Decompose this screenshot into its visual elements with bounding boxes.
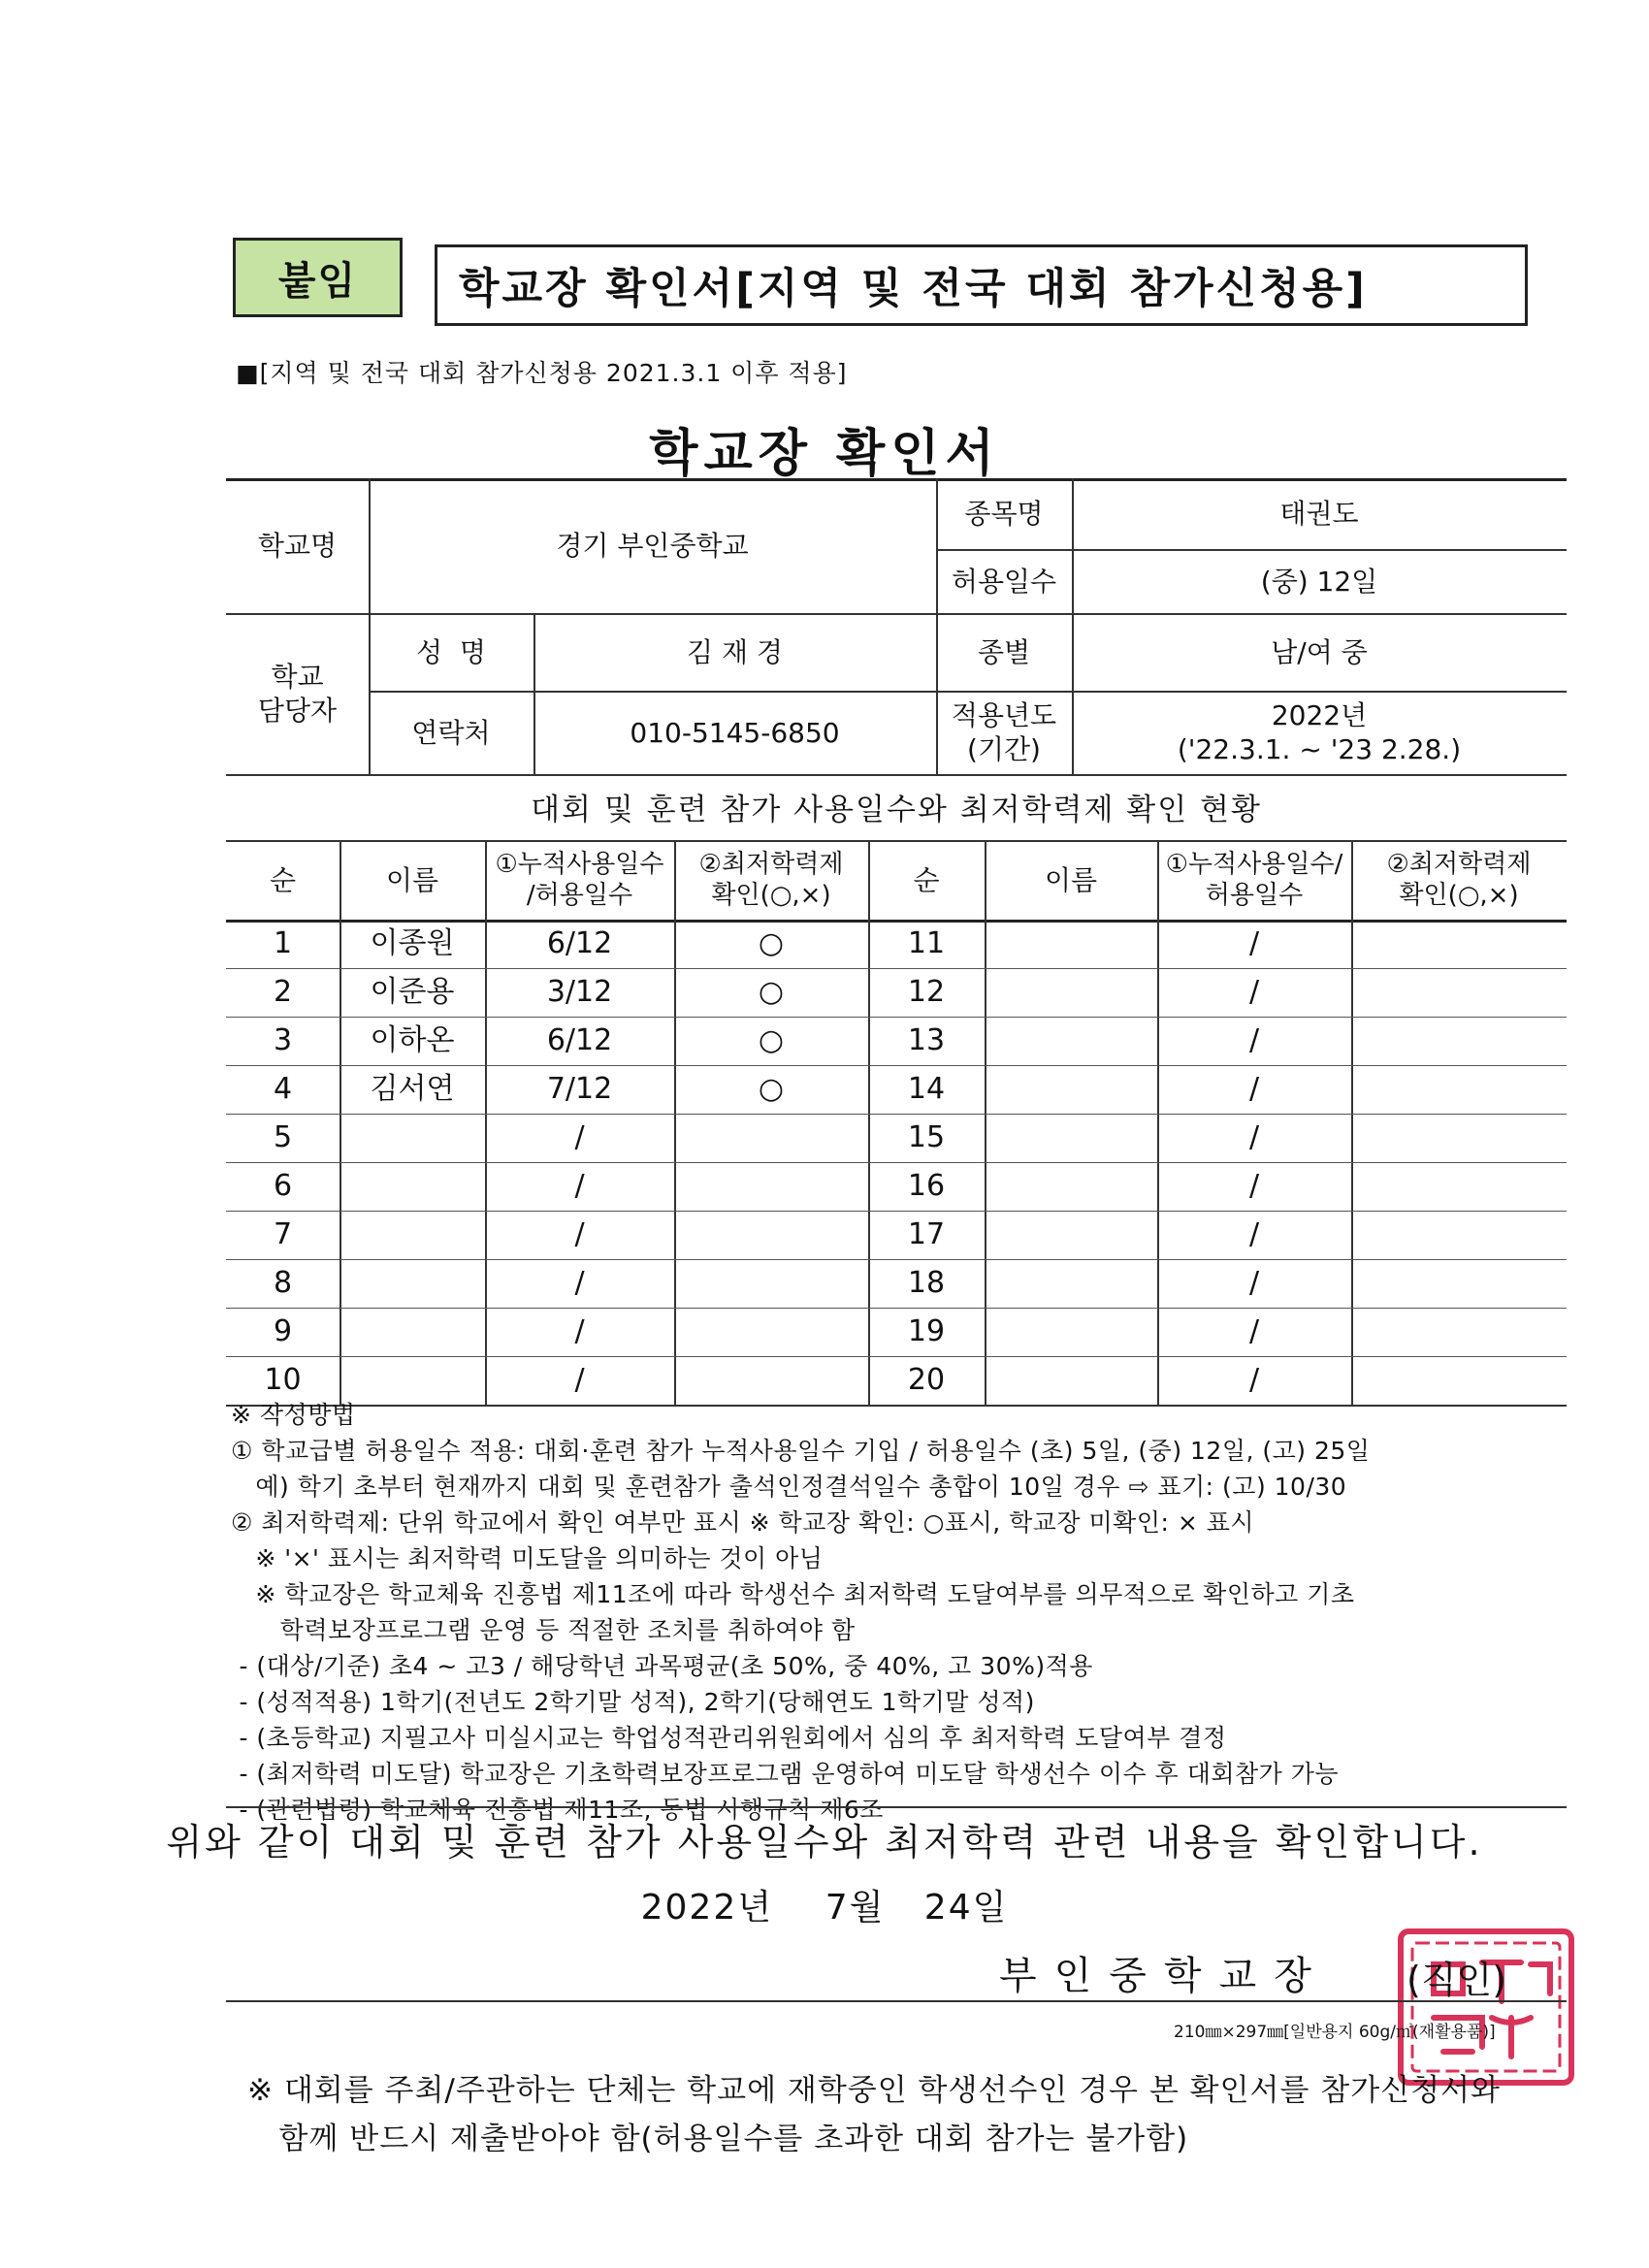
left-row-name: 이하온 <box>370 1023 455 1058</box>
col-no-left: 순 <box>269 863 297 896</box>
right-row-no: 18 <box>907 1266 946 1301</box>
allowed-days-label: 허용일수 <box>951 565 1057 598</box>
right-row-no: 13 <box>907 1023 946 1058</box>
writing-instructions <box>231 1397 1370 1828</box>
left-row-used: / <box>574 1363 585 1398</box>
right-row-no: 11 <box>907 926 946 961</box>
right-row-used: / <box>1248 1363 1260 1398</box>
right-row-used: / <box>1248 1217 1260 1252</box>
col-name-left: 이름 <box>385 863 439 896</box>
left-row-no: 10 <box>264 1363 302 1398</box>
right-row-no: 16 <box>907 1169 946 1204</box>
right-row-no: 12 <box>907 975 946 1010</box>
left-row-no: 8 <box>273 1266 293 1301</box>
form-title-box: 학교장 확인서[지역 및 전국 대회 참가신청용] <box>435 244 1528 326</box>
staff-label-line2: 담당자 <box>257 695 338 727</box>
left-row-check: ○ <box>758 926 785 961</box>
left-row-name: 이준용 <box>370 975 455 1010</box>
instruction-line: ※ '×' 표시는 최저학력 미도달을 의미하는 것이 아님 <box>231 1544 824 1572</box>
confirmation-statement: 위와 같이 대회 및 훈련 참가 사용일수와 최저학력 관련 내용을 확인합니다. <box>166 1821 1483 1863</box>
col-used-right-line2: 허용일수 <box>1205 881 1304 910</box>
left-row-used: / <box>574 1217 585 1252</box>
right-row-used: / <box>1248 926 1260 961</box>
left-row-no: 7 <box>273 1217 293 1252</box>
col-used-left-line1: ①누적사용일수 <box>495 849 664 879</box>
col-check-left <box>674 840 868 920</box>
right-row-name <box>985 1308 1157 1356</box>
right-row-used: / <box>1248 1314 1260 1349</box>
contact-value: 010-5145-6850 <box>630 716 840 749</box>
col-check-right-line1: ②최저학력제 <box>1386 849 1532 879</box>
seal-label: (직인) <box>1406 1959 1507 2001</box>
right-row-name <box>985 1162 1157 1211</box>
right-row-no: 15 <box>907 1120 946 1155</box>
right-row-name <box>985 1065 1157 1114</box>
col-check-left-line2: 확인(○,×) <box>711 881 831 910</box>
notice-line: ※ 대회를 주최/주관하는 단체는 학교에 재학중인 학생선수인 경우 본 확인서를 참가신청서와 <box>247 2073 1501 2108</box>
left-row-no: 9 <box>273 1314 293 1349</box>
sport-label: 종목명 <box>964 498 1044 530</box>
left-row-used: / <box>574 1314 585 1349</box>
col-name-right: 이름 <box>1044 863 1098 896</box>
left-row-name: 이종원 <box>370 926 455 961</box>
submission-notice <box>247 2066 1501 2163</box>
right-row-check <box>1351 968 1567 1017</box>
right-row-name <box>985 1259 1157 1308</box>
allowed-days-value: (중) 12일 <box>1260 565 1378 598</box>
right-row-name <box>985 968 1157 1017</box>
left-row-name <box>340 1259 485 1308</box>
left-row-used: 7/12 <box>546 1072 613 1107</box>
gender-label: 종별 <box>977 635 1031 668</box>
right-row-name <box>985 1211 1157 1259</box>
instruction-line: ※ 학교장은 학교체육 진흥법 제11조에 따라 학생선수 최저학력 도달여부를 의무적으로 확인하고 기초 <box>231 1580 1355 1608</box>
right-row-check <box>1351 1162 1567 1211</box>
notice-line: 함께 반드시 제출받아야 함(허용일수를 초과한 대회 참가는 불가함) <box>247 2122 1189 2156</box>
right-row-used: / <box>1248 1072 1260 1107</box>
right-row-name <box>985 1114 1157 1162</box>
right-row-used: / <box>1248 1023 1260 1058</box>
col-used-left <box>485 840 674 920</box>
right-row-check <box>1351 1211 1567 1259</box>
col-check-right-line2: 확인(○,×) <box>1399 881 1519 910</box>
contact-label: 연락처 <box>411 716 491 749</box>
right-row-no: 17 <box>907 1217 946 1252</box>
principal-title: 부인중학교장 <box>999 1954 1329 1998</box>
right-row-no: 20 <box>907 1363 946 1398</box>
col-used-right <box>1157 840 1351 920</box>
right-row-name <box>985 920 1157 968</box>
name-value: 김 재 경 <box>687 635 783 668</box>
instruction-line: 학력보장프로그램 운영 등 적절한 조치를 취하여야 함 <box>231 1616 856 1644</box>
period-value-line2: ('22.3.1. ~ '23 2.28.) <box>1177 733 1462 765</box>
right-row-check <box>1351 1114 1567 1162</box>
left-row-no: 5 <box>273 1120 293 1155</box>
left-row-check: ○ <box>758 1072 785 1107</box>
status-heading: 대회 및 훈련 참가 사용일수와 최저학력제 확인 현황 <box>531 792 1262 827</box>
left-row-name <box>340 1162 485 1211</box>
left-row-no: 3 <box>273 1023 293 1058</box>
left-row-name: 김서연 <box>370 1072 455 1107</box>
col-check-right <box>1351 840 1567 920</box>
col-no-right: 순 <box>913 863 940 896</box>
left-row-check <box>674 1162 868 1211</box>
right-row-no: 14 <box>907 1072 946 1107</box>
right-row-used: / <box>1248 975 1260 1010</box>
instruction-line: ① 학교급별 허용일수 적용: 대회·훈련 참가 누적사용일수 기입 / 허용일수 (초) 5일, (중) 12일, (고) 25일 <box>231 1437 1371 1465</box>
instruction-line: - (초등학교) 지필고사 미실시교는 학업성적관리위원회에서 심의 후 최저학력 도달여부 결정 <box>231 1724 1227 1752</box>
right-row-check <box>1351 1308 1567 1356</box>
left-row-check <box>674 1114 868 1162</box>
left-row-name <box>340 1308 485 1356</box>
instruction-line: - (성적적용) 1학기(전년도 2학기말 성적), 2학기(당해연도 1학기말 성적) <box>231 1688 1035 1716</box>
period-value-line1: 2022년 <box>1271 699 1368 731</box>
left-row-check <box>674 1259 868 1308</box>
left-row-used: / <box>574 1120 585 1155</box>
left-row-name <box>340 1114 485 1162</box>
period-value <box>1072 691 1567 774</box>
right-row-name <box>985 1017 1157 1065</box>
right-row-used: / <box>1248 1120 1260 1155</box>
attachment-tag: 붙임 <box>233 238 403 317</box>
left-row-check <box>674 1211 868 1259</box>
sport-value: 태권도 <box>1279 498 1359 530</box>
left-row-used: / <box>574 1266 585 1301</box>
right-row-check <box>1351 1017 1567 1065</box>
right-row-no: 19 <box>907 1314 946 1349</box>
right-row-check <box>1351 1065 1567 1114</box>
right-row-used: / <box>1248 1169 1260 1204</box>
left-row-used: 6/12 <box>546 926 613 961</box>
left-row-check: ○ <box>758 975 785 1010</box>
col-used-left-line2: /허용일수 <box>526 881 633 910</box>
period-label <box>936 691 1072 774</box>
instruction-line: - (대상/기준) 초4 ~ 고3 / 해당학년 과목평균(초 50%, 중 40%, 고 30%)적용 <box>231 1652 1093 1680</box>
right-row-check <box>1351 1356 1567 1405</box>
application-note: ■[지역 및 전국 대회 참가신청용 2021.3.1 이후 적용] <box>236 359 848 387</box>
period-label-line2: (기간) <box>967 733 1041 765</box>
right-row-used: / <box>1248 1266 1260 1301</box>
col-check-left-line1: ②최저학력제 <box>698 849 844 879</box>
instruction-line: 예) 학기 초부터 현재까지 대회 및 훈련참가 출석인정결석일수 총합이 10일 경우 ⇨ 표기: (고) 10/30 <box>231 1473 1347 1501</box>
left-row-no: 2 <box>273 975 293 1010</box>
staff-label-line1: 학교 <box>271 661 324 693</box>
gender-value: 남/여 중 <box>1271 635 1368 668</box>
left-row-no: 6 <box>273 1169 293 1204</box>
left-row-check: ○ <box>758 1023 785 1058</box>
right-row-check <box>1351 1259 1567 1308</box>
left-row-no: 4 <box>273 1072 293 1107</box>
instruction-line: - (최저학력 미도달) 학교장은 기초학력보장프로그램 운영하여 미도달 학생선수 이수 후 대회참가 가능 <box>231 1760 1340 1788</box>
col-used-right-line1: ①누적사용일수/ <box>1165 849 1343 879</box>
staff-label <box>226 613 369 774</box>
instruction-line: - (관련법령) 학교체육 진흥법 제11조, 동법 시행규칙 제6조 <box>231 1796 884 1824</box>
instruction-line: ② 최저학력제: 단위 학교에서 확인 여부만 표시 ※ 학교장 확인: ○표시, 학교장 미확인: × 표시 <box>231 1508 1255 1537</box>
paper-spec: 210㎜×297㎜[일반용지 60g/㎡(재활용품)] <box>1174 2023 1496 2042</box>
school-name-label: 학교명 <box>257 530 338 562</box>
right-row-check <box>1351 920 1567 968</box>
left-row-used: / <box>574 1169 585 1204</box>
name-label: 성 명 <box>416 635 486 668</box>
left-row-no: 1 <box>273 926 293 961</box>
left-row-check <box>674 1308 868 1356</box>
left-row-used: 6/12 <box>546 1023 613 1058</box>
left-row-used: 3/12 <box>546 975 613 1010</box>
left-row-name <box>340 1211 485 1259</box>
document-title: 학교장 확인서 <box>649 425 1000 483</box>
instruction-line: ※ 작성방법 <box>231 1401 356 1429</box>
issue-date: 2022년 7월 24일 <box>640 1888 1009 1928</box>
school-name-value: 경기 부인중학교 <box>556 530 749 562</box>
period-label-line1: 적용년도 <box>951 699 1057 731</box>
